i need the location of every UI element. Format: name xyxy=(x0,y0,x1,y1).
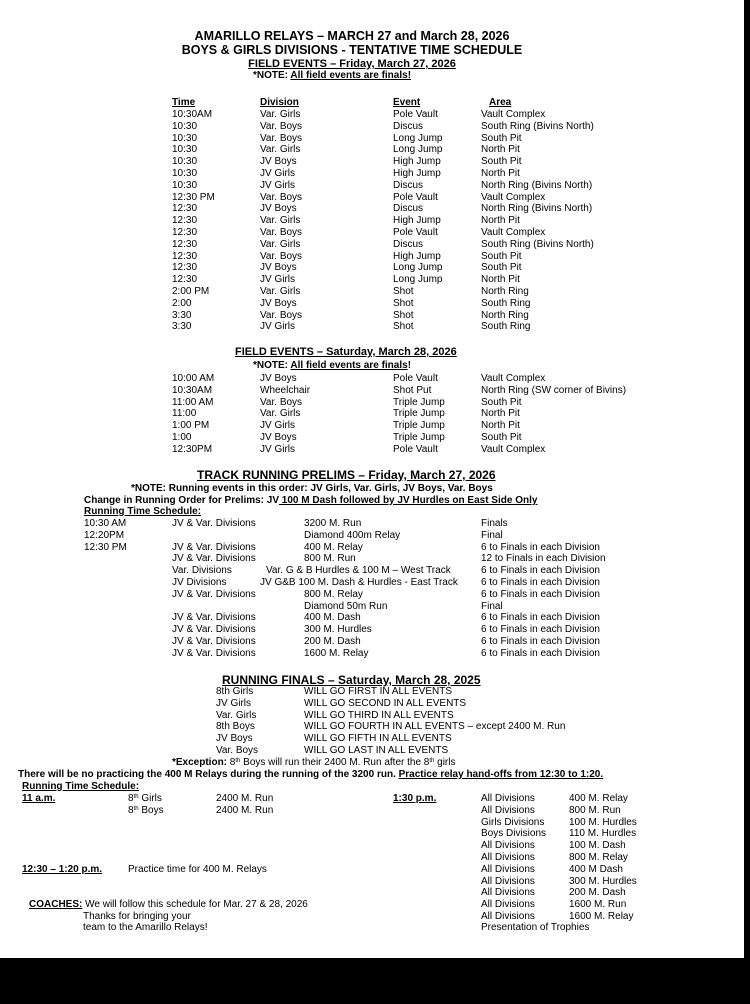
prelims-row-event: Diamond 400m Relay xyxy=(304,529,401,541)
afternoon-row-division: Boys Divisions xyxy=(481,828,547,840)
field-friday-row-area: South Ring (Bivins North) xyxy=(481,238,594,250)
track-prelims-title-date: – Friday, March 27, 2026 xyxy=(355,468,496,482)
field-saturday-row-division: Wheelchair xyxy=(260,384,311,396)
field-saturday-row-area: Vault Complex xyxy=(481,373,546,384)
field-friday-row-time: 10:30 xyxy=(172,179,198,191)
field-friday-row-time: 10:30 xyxy=(172,132,198,144)
field-friday-row-time: 10:30 xyxy=(172,156,198,168)
field-friday-title: FIELD EVENTS – Friday, March 27, 2026 xyxy=(248,58,456,70)
exception-line xyxy=(172,757,456,769)
field-saturday-row-area: North Ring (SW corner of Bivins) xyxy=(481,384,627,396)
finals-order-row-group: JV Boys xyxy=(216,733,253,745)
prelims-row-result: Final xyxy=(481,600,503,612)
change-prefix: Change in Running Order for Prelims: JV xyxy=(84,495,280,506)
practice-time-text: Practice time for 400 M. Relays xyxy=(128,864,267,875)
afternoon-row-division: All Divisions xyxy=(481,875,535,887)
track-prelims-title xyxy=(197,468,496,482)
field-friday-row-division: Var. Boys xyxy=(260,227,303,238)
field-friday-row-area: North Ring xyxy=(481,286,529,297)
finals-order-row-text: WILL GO FOURTH IN ALL EVENTS – except 2400 M. Run xyxy=(304,721,566,733)
prelims-row-division: JV & Var. Divisions xyxy=(172,588,256,600)
title-line-2: BOYS & GIRLS DIVISIONS - TENTATIVE TIME SCHEDULE xyxy=(181,43,523,57)
field-friday-row-division: Var. Boys xyxy=(260,132,303,144)
afternoon-row-division: Girls Divisions xyxy=(481,816,545,828)
running-finals-title-main: RUNNING FINALS xyxy=(222,673,325,687)
afternoon-row-event: 400 M Dash xyxy=(569,863,623,875)
prelims-row-division: JV & Var. Divisions xyxy=(172,647,256,659)
afternoon-row-division: All Divisions xyxy=(481,863,535,875)
note-prefix: *NOTE: xyxy=(253,70,288,81)
eighth-boys-num: 8 xyxy=(128,805,134,816)
finals-schedule-label: Running Time Schedule: xyxy=(22,781,140,792)
prelims-row-result: Finals xyxy=(481,518,508,529)
field-friday-row-event: Pole Vault xyxy=(393,227,438,238)
field-saturday-row-area: North Pit xyxy=(481,408,520,420)
field-friday-row-area: North Ring (Bivins North) xyxy=(481,203,593,215)
col-event-header: Event xyxy=(393,97,421,108)
finals-order-row-text: WILL GO FIFTH IN ALL EVENTS xyxy=(304,733,452,745)
afternoon-row-event: 200 M. Dash xyxy=(569,887,626,899)
field-friday-row-division: Var. Boys xyxy=(260,120,303,132)
afternoon-row-event: 110 M. Hurdles xyxy=(569,828,637,840)
field-saturday-row-area: South Pit xyxy=(481,432,522,443)
afternoon-row-division: All Divisions xyxy=(481,911,535,922)
prelims-row-event: JV G&B 100 M. Dash & Hurdles - East Track xyxy=(260,577,458,588)
field-friday-row-event: Discus xyxy=(393,120,424,132)
field-friday-row-time: 12:30 xyxy=(172,227,198,238)
afternoon-row-event: 100 M. Dash xyxy=(569,840,626,852)
run-girls-event: 2400 M. Run xyxy=(216,793,274,804)
col-area-header: Area xyxy=(489,97,512,108)
field-friday-row-time: 12:30 xyxy=(172,250,198,262)
field-friday-row-event: Long Jump xyxy=(393,132,443,144)
prelims-row-result: 6 to Finals in each Division xyxy=(481,624,600,636)
note-suffix: ! xyxy=(407,360,412,371)
prelims-row-event: Diamond 50m Run xyxy=(304,600,388,612)
field-friday-row-division: Var. Boys xyxy=(260,309,303,321)
field-saturday-title: FIELD EVENTS – Saturday, March 28, 2026 xyxy=(235,346,457,358)
afternoon-row-event: 400 M. Relay xyxy=(569,793,628,804)
field-friday-row-event: Long Jump xyxy=(393,274,443,286)
prelims-row-event: 400 M. Dash xyxy=(304,612,361,624)
prelims-row-division: JV & Var. Divisions xyxy=(172,518,256,529)
eighth-girls-num: 8 xyxy=(128,793,134,804)
prelims-row-division: JV & Var. Divisions xyxy=(172,612,256,624)
afternoon-row-event: 1600 M. Run xyxy=(569,899,627,911)
field-friday-row-division: JV Boys xyxy=(260,203,297,215)
prelims-row-division: JV & Var. Divisions xyxy=(172,553,256,565)
prelims-row-result: 6 to Finals in each Division xyxy=(481,612,600,624)
field-friday-row-event: High Jump xyxy=(393,168,441,179)
coaches-line xyxy=(29,899,308,911)
field-saturday-row-event: Triple Jump xyxy=(393,432,445,443)
field-saturday-row-area: Vault Complex xyxy=(481,443,546,455)
change-underlined: 100 M Dash followed by JV Hurdles on East Side Only xyxy=(279,495,538,506)
time-11am: 11 a.m. xyxy=(22,793,56,804)
eighth-girls-sup: th xyxy=(133,794,139,800)
field-friday-row-area: North Ring xyxy=(481,309,529,321)
afternoon-row-event: 100 M. Hurdles xyxy=(569,816,637,828)
field-friday-row-time: 12:30 xyxy=(172,238,198,250)
time-130pm: 1:30 p.m. xyxy=(393,793,437,804)
field-friday-row-division: JV Girls xyxy=(260,321,295,333)
prelims-row-event: 200 M. Dash xyxy=(304,636,361,647)
prelims-row-division: JV & Var. Divisions xyxy=(172,624,256,636)
eighth-girls-rest: Girls xyxy=(138,793,162,804)
coaches-label: COACHES: xyxy=(29,899,83,910)
finals-order-row-text: WILL GO SECOND IN ALL EVENTS xyxy=(304,697,467,709)
field-friday-row-time: 10:30AM xyxy=(172,109,213,120)
finals-order-row-group: 8th Girls xyxy=(216,686,254,697)
field-friday-row-time: 10:30 xyxy=(172,144,198,156)
field-saturday-row-event: Pole Vault xyxy=(393,443,438,455)
field-friday-row-event: Discus xyxy=(393,203,424,215)
no-practice-text: There will be no practicing the 400 M Relays during the running of the 3200 run. xyxy=(18,769,396,780)
field-friday-row-time: 12:30 xyxy=(172,274,198,286)
prelims-row-time: 12:20PM xyxy=(84,529,125,541)
field-friday-row-time: 2:00 xyxy=(172,297,192,309)
prelims-row-division: JV Divisions xyxy=(172,577,227,588)
field-friday-row-time: 12:30 PM xyxy=(172,191,215,203)
field-friday-row-event: Pole Vault xyxy=(393,109,438,120)
field-friday-row-division: JV Girls xyxy=(260,274,295,286)
eighth-boys-rest: Boys xyxy=(138,805,164,816)
field-friday-row-area: South Ring (Bivins North) xyxy=(481,120,594,132)
field-friday-row-event: High Jump xyxy=(393,156,441,168)
finals-order-row-text: WILL GO LAST IN ALL EVENTS xyxy=(304,745,449,756)
eighth-boys-sup: th xyxy=(133,806,139,812)
prelims-row-result: 6 to Finals in each Division xyxy=(481,588,600,600)
prelims-row-division: JV & Var. Divisions xyxy=(172,636,256,647)
field-friday-row-time: 12:30 xyxy=(172,215,198,227)
running-finals-title xyxy=(222,673,481,687)
finals-order-row-group: 8th Boys xyxy=(216,721,255,733)
thanks-line-1: Thanks for bringing your xyxy=(83,911,191,922)
prelims-row-time: 12:30 PM xyxy=(84,541,127,553)
finals-order-row-group: Var. Girls xyxy=(216,709,257,721)
field-friday-row-area: South Pit xyxy=(481,156,522,168)
field-friday-row-area: South Pit xyxy=(481,250,522,262)
note-text: All field events are finals xyxy=(290,360,408,371)
field-friday-row-division: Var. Girls xyxy=(260,215,301,227)
field-saturday-row-event: Triple Jump xyxy=(393,420,445,432)
field-friday-row-event: Long Jump xyxy=(393,144,443,156)
field-friday-row-division: JV Boys xyxy=(260,262,297,274)
field-friday-row-division: JV Girls xyxy=(260,179,295,191)
field-saturday-row-time: 11:00 xyxy=(172,408,197,420)
prelims-row-time: 10:30 AM xyxy=(84,518,127,529)
run-boys-event: 2400 M. Run xyxy=(216,805,274,816)
note-prefix: *NOTE: xyxy=(253,360,288,371)
track-prelims-title-main: TRACK RUNNING PRELIMS xyxy=(197,468,355,482)
field-friday-row-time: 12:30 xyxy=(172,203,198,215)
field-saturday-row-division: Var. Girls xyxy=(260,408,301,420)
field-friday-row-area: North Pit xyxy=(481,274,520,286)
afternoon-row-event: 300 M. Hurdles xyxy=(569,875,637,887)
field-friday-row-division: Var. Girls xyxy=(260,238,301,250)
prelims-row-result: 6 to Finals in each Division xyxy=(481,541,600,553)
field-friday-row-division: Var. Girls xyxy=(260,144,301,156)
no-practice-line xyxy=(18,769,603,781)
field-friday-row-area: South Pit xyxy=(481,262,522,274)
field-friday-row-area: Vault Complex xyxy=(481,227,546,238)
field-friday-row-event: Pole Vault xyxy=(393,191,438,203)
field-friday-row-area: North Pit xyxy=(481,168,520,179)
field-friday-row-time: 10:30 xyxy=(172,120,198,132)
field-friday-row-division: Var. Boys xyxy=(260,250,303,262)
afternoon-row-division: All Divisions xyxy=(481,887,535,899)
afternoon-row-division: All Divisions xyxy=(481,852,535,863)
field-saturday-row-area: North Pit xyxy=(481,420,520,432)
field-saturday-row-event: Triple Jump xyxy=(393,396,445,408)
prelims-row-event: Var. G & B Hurdles & 100 M – West Track xyxy=(266,565,451,577)
finals-order-row-text: WILL GO THIRD IN ALL EVENTS xyxy=(304,709,454,721)
field-friday-row-area: North Ring (Bivins North) xyxy=(481,179,593,191)
afternoon-row-division: All Divisions xyxy=(481,840,535,852)
col-time-header: Time xyxy=(172,97,196,108)
field-friday-row-event: Discus xyxy=(393,179,424,191)
field-friday-row-area: South Pit xyxy=(481,132,522,144)
prelims-row-event: 1600 M. Relay xyxy=(304,647,369,659)
prelims-row-division: Var. Divisions xyxy=(172,565,232,577)
field-saturday-row-division: JV Girls xyxy=(260,443,295,455)
trophies-line: Presentation of Trophies xyxy=(481,922,590,933)
prelims-row-event: 800 M. Relay xyxy=(304,588,363,600)
field-saturday-note xyxy=(253,360,411,372)
field-saturday-row-time: 1:00 xyxy=(172,432,192,443)
field-friday-row-division: JV Girls xyxy=(260,168,295,179)
field-friday-row-event: Shot xyxy=(393,297,414,309)
coaches-text: We will follow this schedule for Mar. 27 & 28, 2026 xyxy=(82,899,308,910)
prelims-row-result: 6 to Finals in each Division xyxy=(481,577,600,588)
prelims-row-event: 3200 M. Run xyxy=(304,518,362,529)
field-saturday-row-event: Triple Jump xyxy=(393,408,445,420)
prelims-row-result: 6 to Finals in each Division xyxy=(481,636,600,647)
practice-handoffs-text: Practice relay hand-offs from 12:30 to 1:20. xyxy=(398,769,604,780)
field-friday-row-division: Var. Boys xyxy=(260,191,303,203)
afternoon-row-division: All Divisions xyxy=(481,899,535,911)
prelims-row-result: 6 to Finals in each Division xyxy=(481,647,600,659)
prelims-row-division: JV & Var. Divisions xyxy=(172,541,256,553)
field-saturday-row-division: JV Boys xyxy=(260,373,297,384)
prelims-row-event: 300 M. Hurdles xyxy=(304,624,372,636)
afternoon-row-event: 1600 M. Relay xyxy=(569,911,634,922)
prelims-row-result: 12 to Finals in each Division xyxy=(481,553,606,565)
field-friday-row-time: 3:30 xyxy=(172,309,192,321)
field-friday-note xyxy=(253,70,411,82)
exception-text-c: girls xyxy=(434,757,456,768)
prelims-schedule-label: Running Time Schedule: xyxy=(84,506,202,517)
field-friday-row-area: South Ring xyxy=(481,321,531,333)
field-friday-row-event: Discus xyxy=(393,238,424,250)
afternoon-row-division: All Divisions xyxy=(481,793,535,804)
track-prelims-note: *NOTE: Running events in this order: JV Girls, Var. Girls, JV Boys, Var. Boys xyxy=(131,483,493,494)
afternoon-row-event: 800 M. Run xyxy=(569,804,621,816)
finals-order-row-group: JV Girls xyxy=(216,697,251,709)
field-friday-row-event: Shot xyxy=(393,286,414,297)
eighth-girls-label xyxy=(128,793,162,805)
field-friday-row-event: Shot xyxy=(393,321,414,333)
eighth-boys-label xyxy=(128,805,164,817)
field-friday-row-event: High Jump xyxy=(393,250,441,262)
thanks-line-2: team to the Amarillo Relays! xyxy=(83,922,208,933)
field-friday-row-time: 2:00 PM xyxy=(172,286,210,297)
field-friday-row-division: Var. Girls xyxy=(260,286,301,297)
running-finals-title-date: – Saturday, March 28, 2025 xyxy=(324,673,481,687)
exception-text-b: Boys will run their 2400 M. Run after the 8 xyxy=(240,757,430,768)
prelims-row-event: 800 M. Run xyxy=(304,553,356,565)
prelims-row-result: Final xyxy=(481,529,503,541)
note-text: All field events are finals! xyxy=(290,70,412,81)
field-friday-row-time: 10:30 xyxy=(172,168,198,179)
field-friday-row-division: Var. Girls xyxy=(260,109,301,120)
field-saturday-row-area: South Pit xyxy=(481,396,522,408)
field-saturday-row-time: 12:30PM xyxy=(172,443,213,455)
finals-order-row-text: WILL GO FIRST IN ALL EVENTS xyxy=(304,686,453,697)
field-friday-row-event: High Jump xyxy=(393,215,441,227)
practice-time-label: 12:30 – 1:20 p.m. xyxy=(22,864,103,875)
exception-sup-a: th xyxy=(235,758,241,764)
field-friday-row-division: JV Boys xyxy=(260,156,297,168)
field-friday-row-time: 12:30 xyxy=(172,262,198,274)
field-friday-row-event: Shot xyxy=(393,309,414,321)
field-friday-row-area: North Pit xyxy=(481,144,520,156)
afternoon-row-division: All Divisions xyxy=(481,804,535,816)
field-friday-row-time: 3:30 xyxy=(172,321,192,333)
field-saturday-row-event: Pole Vault xyxy=(393,373,438,384)
exception-text-a: 8 xyxy=(227,757,236,768)
field-friday-row-area: North Pit xyxy=(481,215,520,227)
field-saturday-row-division: Var. Boys xyxy=(260,396,303,408)
finals-order-row-group: Var. Boys xyxy=(216,745,259,756)
exception-sup-b: th xyxy=(429,758,435,764)
exception-label: *Exception: xyxy=(172,757,228,768)
field-friday-row-division: JV Boys xyxy=(260,297,297,309)
prelims-row-event: 400 M. Relay xyxy=(304,541,363,553)
field-saturday-row-time: 11:00 AM xyxy=(172,396,214,408)
field-saturday-row-time: 1:00 PM xyxy=(172,420,210,432)
field-saturday-row-time: 10:00 AM xyxy=(172,373,215,384)
field-friday-row-area: Vault Complex xyxy=(481,191,546,203)
field-saturday-row-division: JV Boys xyxy=(260,432,297,443)
field-saturday-row-division: JV Girls xyxy=(260,420,295,432)
field-friday-row-area: South Ring xyxy=(481,297,531,309)
field-friday-row-area: Vault Complex xyxy=(481,109,546,120)
col-division-header: Division xyxy=(260,97,299,108)
afternoon-row-event: 800 M. Relay xyxy=(569,852,628,863)
title-line-1: AMARILLO RELAYS – MARCH 27 and March 28, 2026 xyxy=(194,29,510,43)
field-saturday-row-time: 10:30AM xyxy=(172,384,213,396)
prelims-row-result: 6 to Finals in each Division xyxy=(481,565,600,577)
field-saturday-row-event: Shot Put xyxy=(393,384,432,396)
field-friday-row-event: Long Jump xyxy=(393,262,443,274)
